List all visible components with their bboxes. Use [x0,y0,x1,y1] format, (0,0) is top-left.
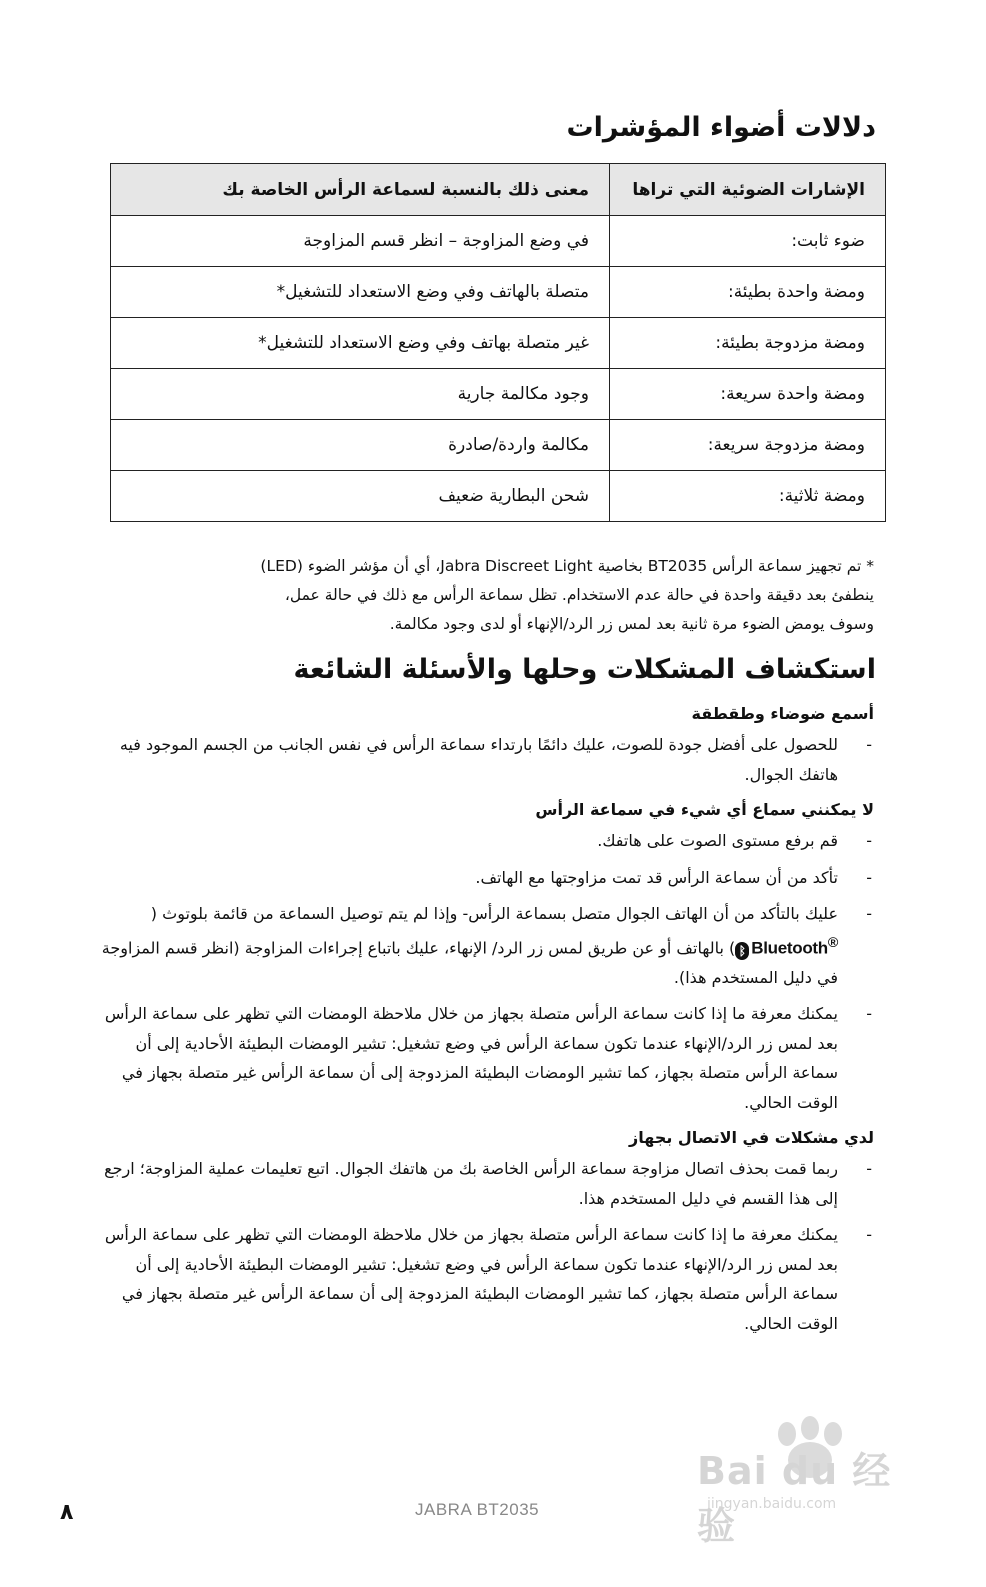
faq-answers [94,826,874,1117]
bullet-dash: - [866,831,872,850]
faq-question: لا يمكنني سماع أي شيء في سماعة الرأس [535,800,874,819]
table-row [111,318,886,369]
table-cell-signal: ومضة ثلاثية: [610,471,886,522]
faq-answer-text: للحصول على أفضل جودة للصوت، عليك دائمًا بارتداء سماعة الرأس في نفس الجانب من الجسم الموجود فيه هاتفك الجوال. [119,735,838,784]
page-number: ٨ [60,1500,74,1525]
faq-answer-text: ربما قمت بحذف اتصال مزاوجة سماعة الرأس الخاصة بك من هاتفك الجوال. اتبع تعليمات عملية المزاوجة؛ ارجع إلى هذا القسم في دليل المستخدم هذا. [104,1159,838,1208]
faq-answer-text: يمكنك معرفة ما إذا كانت سماعة الرأس متصلة بجهاز من خلال ملاحظة الومضات التي تظهر على سماعة الرأس بعد لمس زر الرد/الإنهاء عندما تكون سماعة الرأس في وضع تشغيل: تشير الومضات البطيئة الأحادية إلى أن سماعة الرأس متصلة بجهاز، كما تشير الومضات البطيئة المزدوجة إلى أن سماعة الرأس غير متصلة بجهاز في الوقت الحالي. [104,1004,838,1112]
table-cell-signal: ومضة مزدوجة سريعة: [610,420,886,471]
faq-question: أسمع ضوضاء وطقطقة [691,704,874,723]
footnote-line: * تم تجهيز سماعة الرأس BT2035 بخاصية Jabra Discreet Light، أي أن مؤشر الضوء (LED) [260,557,874,575]
bullet-dash: - [866,1159,872,1179]
bullet-dash: - [866,867,872,887]
bullet-dash: - [866,1004,872,1024]
bluetooth-logo: ᛒ Bluetooth® [735,929,838,963]
table-cell-meaning: متصلة بالهاتف وفي وضع الاستعداد للتشغيل* [111,267,610,318]
table-cell-meaning: غير متصلة بهاتف وفي وضع الاستعداد للتشغيل* [111,318,610,369]
table-cell-meaning: وجود مكالمة جارية [111,369,610,420]
faq-answers [94,1154,874,1338]
faq-answer-text: يمكنك معرفة ما إذا كانت سماعة الرأس متصلة بجهاز من خلال ملاحظة الومضات التي تظهر على سماعة الرأس بعد لمس زر الرد/الإنهاء عندما تكون سماعة الرأس في وضع تشغيل: تشير الومضات البطيئة الأحادية إلى أن سماعة الرأس متصلة بجهاز، كما تشير الومضات البطيئة المزدوجة إلى أن سماعة الرأس غير متصلة بجهاز في الوقت الحالي. [104,1225,838,1333]
faq-answer-item [94,1154,874,1213]
faq-answers [94,730,874,789]
faq-answer-text: تأكد من أن سماعة الرأس قد تمت مزاوجتها مع الهاتف. [475,867,838,887]
table-cell-meaning: في وضع المزاوجة – انظر قسم المزاوجة [111,216,610,267]
footnote-discreet-light [94,552,874,639]
table-cell-meaning: شحن البطارية ضعيف [111,471,610,522]
table-row [111,420,886,471]
table-row [111,267,886,318]
table-row [111,369,886,420]
table-header-meaning: معنى ذلك بالنسبة لسماعة الرأس الخاصة بك [111,164,610,216]
faq-answer-item [94,1220,874,1338]
table-cell-meaning: مكالمة واردة/صادرة [111,420,610,471]
table-cell-signal: ضوء ثابت: [610,216,886,267]
table-cell-signal: ومضة واحدة سريعة: [610,369,886,420]
bullet-dash: - [866,1225,872,1245]
faq-answer-item [94,730,874,789]
faq-list [94,700,874,1345]
table-cell-signal: ومضة واحدة بطيئة: [610,267,886,318]
faq-answer-text: قم برفع مستوى الصوت على هاتفك. [597,831,838,850]
table-row [111,216,886,267]
faq-answer-item [94,999,874,1117]
faq-answer-text-continued: بالهاتف أو عن طريق لمس زر الرد/ الإنهاء، عليك باتباع إجراءات المزاوجة (انظر قسم المزاوجة في دليل المستخدم هذا). [101,938,838,987]
table-cell-signal: ومضة مزدوجة بطيئة: [610,318,886,369]
bullet-dash: - [866,735,872,754]
watermark-url-text: jingyan.baidu.com [707,1496,837,1512]
section-title-troubleshooting: استكشاف المشكلات وحلها والأسئلة الشائعة [293,654,876,685]
footnote-line: وسوف يومض الضوء مرة ثانية بعد لمس زر الرد/الإنهاء أو لدى وجود مكالمة. [389,615,874,633]
footer-brand: JABRA BT2035 [415,1500,540,1519]
footnote-line: ينطفئ بعد دقيقة واحدة في حالة عدم الاستخدام. تظل سماعة الرأس مع ذلك في حالة عمل، [284,586,874,604]
indicator-lights-table [110,163,886,522]
faq-answer-item [94,863,874,893]
bluetooth-icon: ᛒ [735,942,749,960]
faq-answer-item: - عليك بالتأكد من أن الهاتف الجوال متصل بسماعة الرأس- وإذا لم يتم توصيل السماعة من قائمة بلوتوث (ᛒ Bluetooth®) بالهاتف أو عن طريق لمس زر الرد/ الإنهاء، عليك باتباع إجراءات المزاوجة (انظر قسم المزاوجة في دليل المستخدم هذا). [94,899,874,992]
section-title-indicators: دلالات أضواء المؤشرات [566,112,876,143]
table-header-signal: الإشارات الضوئية التي تراها [610,164,886,216]
watermark-main-text: Bai du 经验 [697,1449,892,1548]
table-header-row [111,164,886,216]
baidu-jingyan-watermark [695,1410,925,1548]
table-row [111,471,886,522]
faq-answer-text: عليك بالتأكد من أن الهاتف الجوال متصل بسماعة الرأس- وإذا لم يتم توصيل السماعة من قائمة بلوتوث [162,904,838,923]
faq-question: لدي مشكلات في الاتصال بجهاز [629,1128,874,1148]
faq-answer-item [94,826,874,856]
bluetooth-logo-text: Bluetooth [751,938,828,958]
bullet-dash: - [866,904,872,923]
